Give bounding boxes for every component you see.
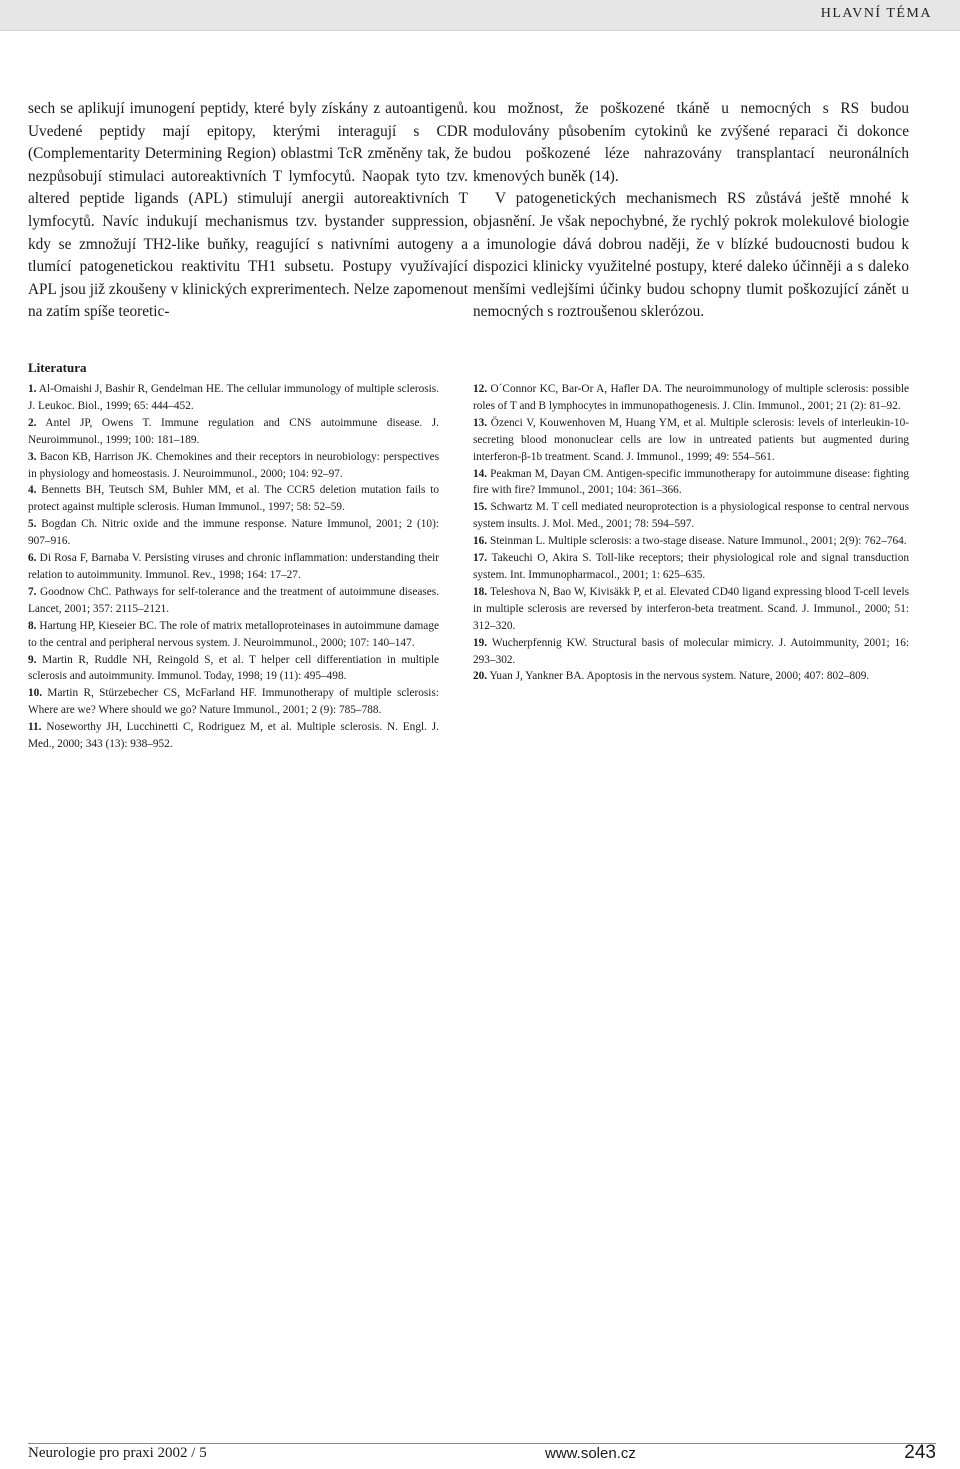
reference-number: 14. — [473, 467, 488, 480]
footer-divider — [28, 1443, 936, 1444]
reference-text: Steinman L. Multiple sclerosis: a two-stage disease. Nature Immunol., 2001; 2(9): 762–764. — [489, 535, 907, 548]
reference-number: 19. — [473, 636, 488, 649]
reference-item — [473, 415, 909, 466]
reference-item — [473, 466, 909, 500]
reference-text: Goodnow ChC. Pathways for self-tolerance and the treatment of autoimmune diseases. Lancet, 2001; 357: 2115–2121. — [28, 585, 439, 615]
reference-number: 6. — [28, 552, 37, 565]
reference-item — [473, 584, 909, 635]
reference-number: 1. — [28, 383, 37, 395]
reference-item — [28, 516, 439, 550]
reference-text: Hartung HP, Kieseier BC. The role of matrix metalloproteinases in autoimmune damage to the central and peripheral nervous system. J. Neuroimmunol., 2000; 107: 140–147. — [28, 619, 439, 649]
reference-text: Wucherpfennig KW. Structural basis of molecular mimicry. J. Autoimmunity, 2001; 16: 293–302. — [473, 636, 910, 666]
body-paragraph: kou možnost, že poškozené tkáně u nemocných s RS budou modulovány působením cytokinů ke zvýšené reparaci či dokonce budou poškozené léze nahrazovány transplantací neuronálních kmenových buněk (14). — [473, 100, 909, 185]
reference-number: 3. — [28, 450, 37, 463]
reference-item — [28, 685, 439, 719]
reference-text: Teleshova N, Bao W, Kivisäkk P, et al. Elevated CD40 ligand expressing blood T-cell levels in multiple sclerosis are reversed by interferon-beta treatment. Scand. J. Immunol., 2000; 51: 312–320. — [473, 585, 909, 632]
reference-item — [28, 618, 439, 652]
section-label: HLAVNÍ TÉMA — [820, 6, 932, 21]
body-paragraph: V patogenetických mechanismech RS zůstává ještě mnohé k objasnění. Je však nepochybné, že rychlý pokrok molekulové biologie a imunologie dává dobrou naději, že v blízké budoucnosti budou k dispozici klinicky využitelné postupy, které daleko účinněji a s daleko menšími vedlejšími účinky budou schopny tlumit poškozující zánět u nemocných s roztroušenou sklerózou. — [473, 190, 909, 321]
reference-item — [473, 499, 909, 533]
reference-text: Peakman M, Dayan CM. Antigen-specific immunotherapy for autoimmune disease: fighting fire with fire? Immunol., 2001; 104: 361–366. — [473, 467, 910, 497]
reference-text: Antel JP, Owens T. Immune regulation and CNS autoimmune disease. J. Neuroimmunol., 1999; 100: 181–189. — [28, 416, 440, 446]
reference-number: 11. — [28, 721, 42, 734]
reference-number: 4. — [28, 484, 37, 497]
reference-item — [28, 449, 439, 483]
reference-number: 7. — [28, 585, 37, 598]
body-column-left — [28, 98, 468, 324]
body-paragraph: sech se aplikují imunogení peptidy, které byly získány z autoantigenů. Uvedené peptidy mají epitopy, kterými interagují s CDR (Complementarity Determining Region) oblastmi TcR změněny tak, že nezpůsobují stimulaci autoreaktivních T lymfocytů. Naopak tyto tzv. altered peptide ligands (APL) stimulují anergii autoreaktivních T lymfocytů. Navíc indukují mechanismus tzv. bystander suppression, kdy se zmnožují TH2-like buňky, reagující s nativními autogeny a tlumící patogenetickou reaktivitu TH1 subsetu. Postupy využívající APL jsou již zkoušeny v klinických exprerimentech. Nelze zapomenout na zatím spíše teoretic- — [28, 100, 468, 321]
reference-text: Di Rosa F, Barnaba V. Persisting viruses and chronic inflammation: understanding their relation to autoimmunity. Immunol. Rev., 1998; 164: 17–27. — [28, 552, 440, 581]
reference-number: 10. — [28, 687, 43, 700]
reference-text: Yuan J, Yankner BA. Apoptosis in the nervous system. Nature, 2000; 407: 802–809. — [489, 670, 870, 683]
reference-text: O´Connor KC, Bar-Or A, Hafler DA. The neuroimmunology of multiple sclerosis: possible roles of T and B lymphocytes in immunopathogenesis. J. Clin. Immunol., 2001; 21 (2): 81–92. — [473, 383, 909, 412]
reference-number: 20. — [473, 670, 488, 683]
reference-text: Martin R, Ruddle NH, Reingold S, et al. T helper cell differentiation in multiple sclerosis and autoimmunity. Immunol. Today, 1998; 19 (11): 495–498. — [28, 653, 439, 683]
reference-number: 2. — [28, 416, 37, 429]
reference-number: 9. — [28, 653, 37, 666]
reference-text: Bennetts BH, Teutsch SM, Buhler MM, et al. The CCR5 deletion mutation fails to protect against multiple sclerosis. Human Immunol., 1997; 58: 52–59. — [28, 484, 439, 514]
reference-number: 12. — [473, 383, 488, 395]
reference-text: Al-Omaishi J, Bashir R, Gendelman HE. The cellular immunology of multiple sclerosis. J. Leukoc. Biol., 1999; 65: 444–452. — [28, 383, 439, 412]
reference-item — [28, 652, 439, 686]
footer-url[interactable]: www.solen.cz — [545, 1445, 636, 1462]
reference-item — [28, 482, 439, 516]
reference-text: Takeuchi O, Akira S. Toll-like receptors; their physiological role and signal transduction system. Int. Immunopharmacol., 2001; 1: 625–635. — [473, 552, 909, 581]
reference-item — [473, 550, 909, 584]
reference-item — [28, 719, 439, 753]
reference-item — [473, 533, 909, 550]
reference-list-left — [28, 381, 439, 753]
reference-number: 17. — [473, 552, 488, 565]
reference-item — [473, 635, 909, 669]
reference-item — [28, 415, 439, 449]
reference-number: 5. — [28, 518, 37, 531]
reference-item — [473, 381, 909, 415]
body-column-right — [473, 98, 909, 324]
footer-journal: Neurologie pro praxi 2002 / 5 — [28, 1445, 207, 1461]
reference-text: Bogdan Ch. Nitric oxide and the immune response. Nature Immunol, 2001; 2 (10): 907–916. — [28, 518, 439, 548]
section-header-bar — [0, 0, 960, 31]
reference-number: 16. — [473, 535, 488, 548]
reference-item — [28, 381, 439, 415]
page-number: 243 — [904, 1442, 936, 1463]
reference-text: Schwartz M. T cell mediated neuroprotection is a physiological response to central nervous system insults. J. Mol. Med., 2001; 78: 594–597. — [473, 501, 909, 531]
reference-item — [473, 668, 909, 685]
reference-item — [28, 584, 439, 618]
reference-number: 13. — [473, 416, 488, 429]
reference-text: Bacon KB, Harrison JK. Chemokines and their receptors in neurobiology: perspectives in physiology and homeostasis. J. Neuroimmunol., 2000; 104: 92–97. — [28, 450, 440, 480]
literature-heading: Literatura — [28, 360, 87, 375]
reference-text: Noseworthy JH, Lucchinetti C, Rodriguez M, et al. Multiple sclerosis. N. Engl. J. Med., 2000; 343 (13): 938–952. — [28, 721, 439, 751]
reference-item — [28, 550, 439, 584]
reference-number: 15. — [473, 501, 488, 514]
reference-text: Özenci V, Kouwenhoven M, Huang YM, et al. Multiple sclerosis: levels of interleukin-10-secreting blood mononuclear cells are low in untreated patients but augmented during interferon-β-1b treatment. Scand. J. Immunol., 1999; 49: 554–561. — [473, 416, 909, 463]
reference-list-right — [473, 381, 909, 685]
reference-number: 18. — [473, 585, 488, 598]
reference-text: Martin R, Stürzebecher CS, McFarland HF. Immunotherapy of multiple sclerosis: Where are we? Where should we go? Nature Immunol., 2001; 2 (9): 785–788. — [28, 687, 439, 717]
reference-number: 8. — [28, 619, 37, 632]
